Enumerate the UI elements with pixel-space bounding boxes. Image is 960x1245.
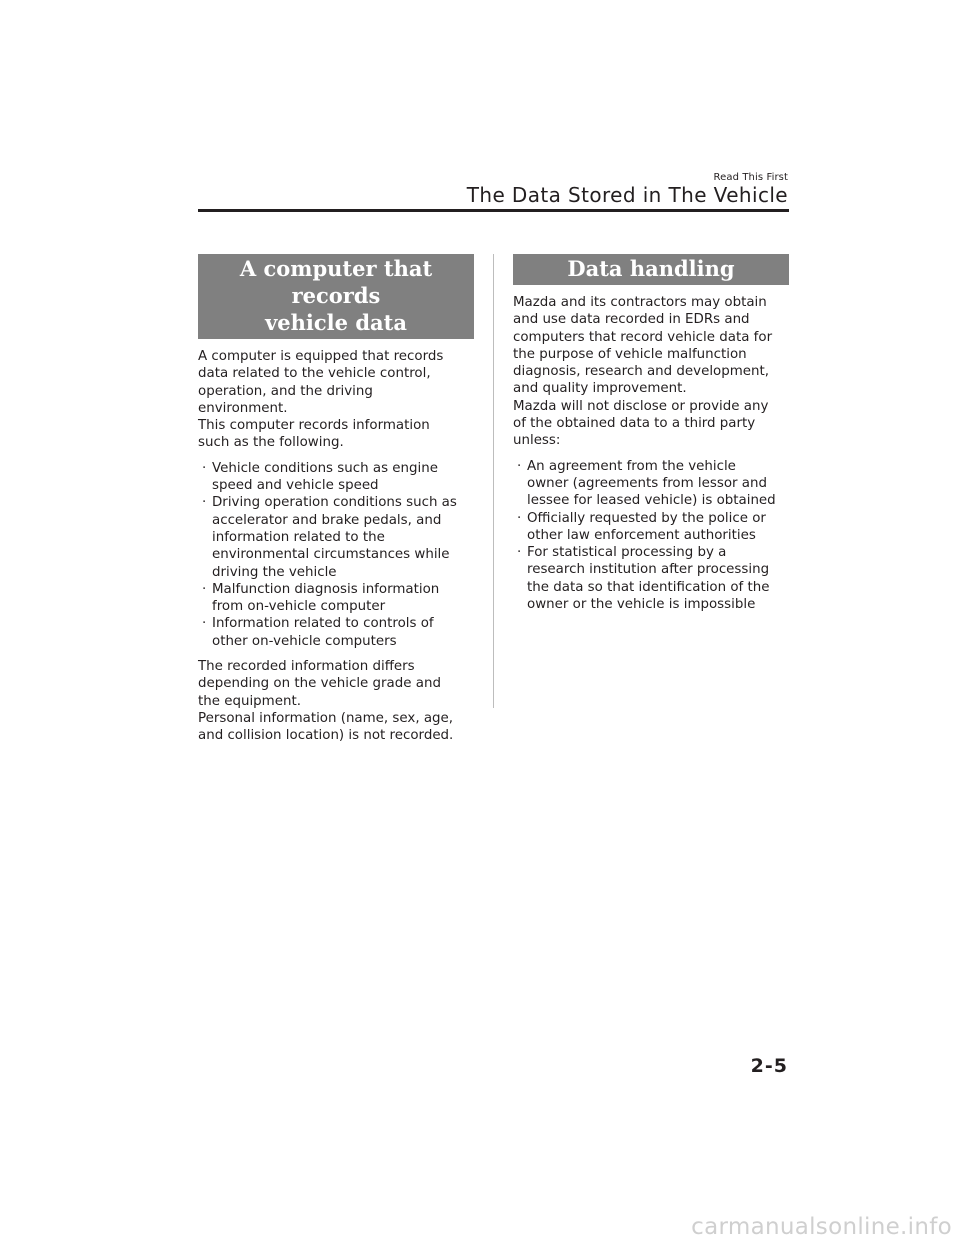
bullet-icon: · — [517, 545, 522, 561]
text-line: information related to the — [212, 529, 385, 545]
text-line: other law enforcement authorities — [527, 527, 756, 543]
list-item — [198, 615, 474, 650]
text-line: computers that record vehicle data for — [513, 329, 773, 345]
right-column — [513, 254, 789, 621]
watermark: carmanualsonline.info — [691, 1214, 952, 1240]
recorded-info-list — [198, 460, 474, 650]
text-line: the data so that identification of the — [527, 579, 770, 595]
text-line: and use data recorded in EDRs and — [513, 312, 750, 328]
list-item — [198, 581, 474, 616]
text-line: A computer is equipped that records — [198, 349, 444, 364]
list-item — [513, 544, 789, 613]
section-heading-data-handling — [513, 254, 789, 285]
disclosure-conditions-list — [513, 458, 789, 614]
list-item — [198, 494, 474, 580]
text-line: environment. — [198, 400, 288, 416]
text-line: owner (agreements from lessor and — [527, 475, 767, 491]
text-line: lessee for leased vehicle) is obtained — [527, 493, 776, 509]
bullet-icon: · — [202, 581, 207, 597]
text-line: and quality improvement. — [513, 381, 687, 397]
text-line: Driving operation conditions such as — [212, 495, 457, 511]
header-section-label: Read This First — [713, 172, 788, 183]
text-line: unless: — [513, 433, 561, 449]
text-line: Mazda will not disclose or provide any — [513, 398, 769, 414]
left-outro-paragraph — [198, 658, 474, 744]
text-line: For statistical processing by a — [527, 545, 727, 561]
bullet-icon: · — [202, 460, 207, 476]
bullet-icon: · — [517, 510, 522, 526]
page-number: 2-5 — [750, 1055, 788, 1077]
page-title: The Data Stored in The Vehicle — [466, 183, 788, 207]
text-line: This computer records information — [198, 418, 430, 434]
heading-line: Data handling — [567, 256, 735, 281]
text-line: from on-vehicle computer — [212, 599, 386, 615]
text-line: speed and vehicle speed — [212, 478, 379, 494]
right-intro-paragraph — [513, 294, 789, 450]
text-line: of the obtained data to a third party — [513, 416, 756, 432]
list-item — [513, 510, 789, 545]
header-rule — [198, 209, 789, 212]
text-line: the equipment. — [198, 693, 301, 709]
text-line: and collision location) is not recorded. — [198, 728, 454, 744]
text-line: Officially requested by the police or — [527, 510, 766, 526]
text-line: driving the vehicle — [212, 564, 337, 580]
text-line: owner or the vehicle is impossible — [527, 597, 756, 613]
text-line: such as the following. — [198, 435, 344, 451]
left-column — [198, 254, 474, 745]
text-line: depending on the vehicle grade and — [198, 676, 441, 692]
text-line: Information related to controls of — [212, 616, 434, 632]
left-intro-paragraph — [198, 348, 474, 452]
text-line: data related to the vehicle control, — [198, 366, 431, 382]
text-line: research institution after processing — [527, 562, 770, 578]
text-line: The recorded information differs — [198, 659, 415, 675]
list-item — [198, 460, 474, 495]
text-line: An agreement from the vehicle — [527, 458, 736, 474]
text-line: Vehicle conditions such as engine — [212, 460, 438, 476]
text-line: accelerator and brake pedals, and — [212, 512, 442, 528]
text-line: Mazda and its contractors may obtain — [513, 295, 767, 310]
text-line: other on-vehicle computers — [212, 633, 397, 649]
bullet-icon: · — [202, 616, 207, 632]
text-line: Personal information (name, sex, age, — [198, 710, 454, 726]
column-divider — [493, 254, 494, 708]
heading-line: vehicle data — [265, 310, 407, 335]
text-line: operation, and the driving — [198, 383, 373, 399]
heading-line: A computer that records — [239, 256, 433, 308]
list-item — [513, 458, 789, 510]
bullet-icon: · — [202, 495, 207, 511]
section-heading-computer-records — [198, 254, 474, 339]
text-line: Malfunction diagnosis information — [212, 581, 440, 597]
text-line: environmental circumstances while — [212, 547, 450, 563]
text-line: diagnosis, research and development, — [513, 364, 770, 380]
bullet-icon: · — [517, 458, 522, 474]
text-line: the purpose of vehicle malfunction — [513, 346, 747, 362]
